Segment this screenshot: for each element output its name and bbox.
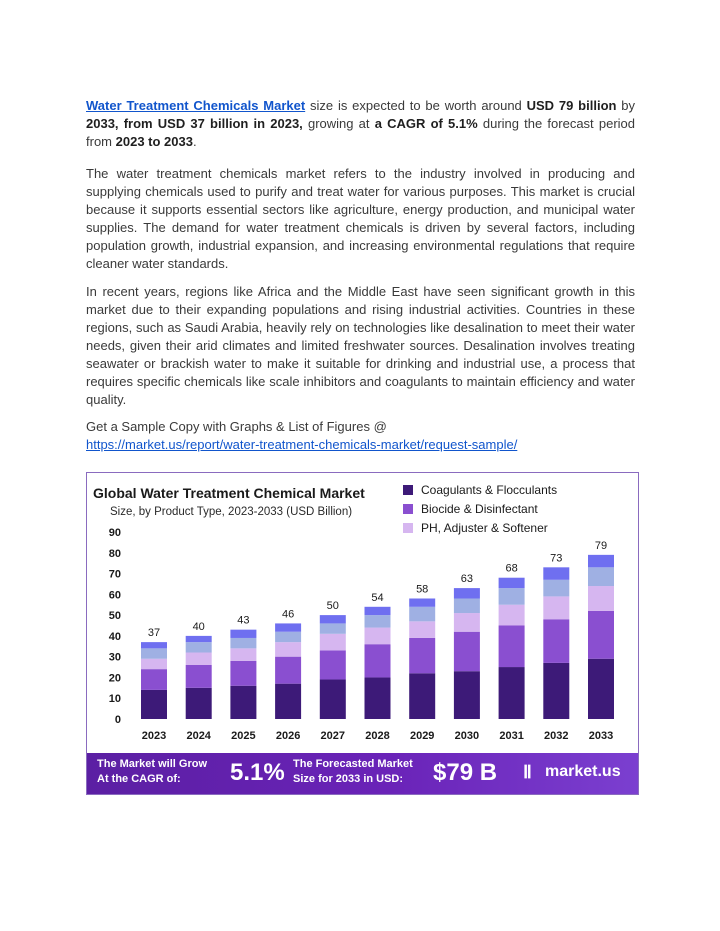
bar-segment: [409, 638, 435, 673]
bar-segment: [543, 596, 569, 619]
intro-paragraph: [86, 97, 635, 151]
bar-segment: [141, 690, 167, 719]
legend-swatch: [403, 504, 413, 514]
bar-segment: [141, 642, 167, 648]
bar-segment: [186, 688, 212, 719]
bar-segment: [230, 648, 256, 660]
bar-segment: [499, 588, 525, 605]
bar-total-label: 63: [460, 573, 474, 586]
bar-segment: [409, 673, 435, 719]
bar-segment: [141, 648, 167, 658]
bar-segment: [320, 623, 346, 633]
y-axis: [109, 527, 121, 726]
sample-link[interactable]: https://market.us/report/water-treatment-chemicals-market/request-sample/: [86, 437, 518, 452]
y-tick-label: 50: [108, 610, 121, 623]
bar-total-label: 73: [550, 552, 563, 565]
intro-text-2: by: [616, 98, 636, 113]
legend-swatch: [403, 485, 413, 495]
summary-banner: [87, 753, 638, 794]
brand-logo-icon: Ⅱ: [523, 762, 532, 782]
bar-segment: [499, 667, 525, 719]
grow-line-2: At the CAGR of:: [97, 773, 181, 785]
bar-segment: [543, 580, 569, 597]
chart-legend: [403, 483, 557, 535]
stacked-bar-chart: [87, 473, 638, 753]
sample-paragraph: [86, 418, 635, 454]
bar-segment: [141, 669, 167, 690]
forecast-value: $79 B: [433, 759, 498, 786]
y-tick-label: 0: [114, 714, 121, 726]
bar-segment: [454, 632, 480, 671]
bar-segment: [543, 567, 569, 579]
bar-segment: [365, 615, 391, 627]
x-tick-label: 2031: [499, 730, 524, 742]
bar-segment: [230, 661, 256, 686]
market-infographic: [86, 472, 639, 795]
bar-segment: [454, 598, 480, 613]
bar-segment: [141, 659, 167, 669]
y-tick-label: 60: [108, 589, 121, 602]
legend-label: Coagulants & Flocculants: [421, 483, 558, 497]
bar-segment: [320, 634, 346, 651]
bar-segment: [409, 607, 435, 622]
y-tick-label: 20: [108, 672, 121, 685]
bars: [141, 540, 614, 719]
bar-total-label: 46: [281, 608, 295, 621]
bar-segment: [499, 605, 525, 626]
intro-bold-2: 2033, from USD 37 billion in 2023,: [86, 116, 303, 131]
x-tick-label: 2024: [186, 730, 211, 742]
bar-segment: [275, 657, 301, 684]
forecast-line-1: The Forecasted Market: [293, 758, 413, 770]
intro-bold-1: USD 79 billion: [526, 98, 617, 113]
bar-segment: [365, 607, 391, 615]
bar-segment: [365, 644, 391, 677]
bar-total-label: 79: [594, 539, 608, 552]
bar-total-label: 37: [147, 627, 161, 640]
x-tick-label: 2023: [141, 730, 167, 742]
chart-title: Global Water Treatment Chemical Market: [93, 485, 365, 501]
bar-total-label: 54: [371, 591, 384, 604]
bar-segment: [275, 642, 301, 657]
intro-bold-3: a CAGR of 5.1%: [374, 116, 478, 131]
bar-segment: [365, 628, 391, 645]
bar-segment: [186, 653, 212, 665]
bar-segment: [230, 686, 256, 719]
bar-segment: [365, 677, 391, 719]
brand-name: market.us: [545, 763, 621, 780]
market-link[interactable]: Water Treatment Chemicals Market: [86, 98, 306, 113]
bar-segment: [186, 642, 212, 652]
bar-segment: [588, 567, 614, 586]
bar-segment: [186, 636, 212, 642]
bar-segment: [543, 663, 569, 719]
bar-segment: [454, 613, 480, 632]
bar-segment: [230, 638, 256, 648]
sample-text: Get a Sample Copy with Graphs & List of Figures @: [86, 419, 387, 434]
x-tick-label: 2028: [365, 730, 390, 742]
y-tick-label: 80: [108, 547, 121, 560]
bar-total-label: 58: [416, 583, 429, 596]
intro-text-3: growing at: [302, 116, 375, 131]
bar-segment: [409, 598, 435, 606]
x-tick-label: 2032: [544, 730, 569, 742]
intro-text-4: during the forecast period from: [86, 116, 635, 149]
bar-segment: [588, 659, 614, 719]
bar-total-label: 40: [192, 620, 205, 633]
bar-total-label: 68: [505, 562, 518, 575]
definition-paragraph: The water treatment chemicals market refers to the industry involved in producing and supplying chemicals used to purify and treat water for various purposes. This market is crucial because it supports essential sectors like agriculture, energy production, and municipal water supplies. The demand for water treatment chemicals is driven by several factors, including population growth, industrial expansion, and increasing environmental regulations that require cleaner water standards.: [86, 166, 635, 271]
bar-segment: [320, 680, 346, 719]
cagr-value: 5.1%: [230, 759, 285, 786]
bar-total-label: 50: [326, 600, 339, 613]
legend-label: Biocide & Disinfectant: [421, 502, 538, 516]
x-tick-label: 2033: [588, 730, 614, 742]
grow-line-1: The Market will Grow: [97, 758, 208, 770]
bar-segment: [588, 586, 614, 611]
intro-bold-4: 2023 to 2033: [115, 134, 193, 149]
intro-text-1: size is expected to be worth around: [305, 98, 527, 113]
bar-segment: [409, 621, 435, 638]
bar-segment: [320, 615, 346, 623]
bar-segment: [499, 578, 525, 588]
bar-segment: [588, 611, 614, 659]
forecast-line-2: Size for 2033 in USD:: [293, 773, 404, 785]
legend-swatch: [403, 523, 413, 533]
bar-total-label: 43: [237, 614, 250, 627]
bar-segment: [454, 671, 480, 719]
bar-segment: [320, 650, 346, 679]
intro-text-5: .: [192, 134, 197, 149]
bar-segment: [543, 619, 569, 663]
bar-segment: [230, 630, 256, 638]
y-tick-label: 10: [108, 693, 121, 706]
x-axis: [142, 730, 613, 742]
regional-paragraph: In recent years, regions like Africa and the Middle East have seen significant growth in this market due to their expanding populations and rising industrial activities. Countries in these regions, such as Saudi Arabia, heavily rely on technologies like desalination to meet their water needs, given their arid climates and limited freshwater sources. Desalination involves treating seawater or brackish water to make it suitable for drinking and industrial use, a process that requires specific chemicals like scale inhibitors and coagulants to maintain efficiency and water quality.: [86, 284, 635, 407]
bar-segment: [186, 665, 212, 688]
x-tick-label: 2030: [454, 730, 480, 742]
y-tick-label: 70: [108, 568, 121, 581]
bar-segment: [454, 588, 480, 598]
legend-label: PH, Adjuster & Softener: [421, 521, 548, 535]
x-tick-label: 2029: [409, 730, 435, 742]
y-tick-label: 40: [108, 630, 121, 643]
y-tick-label: 90: [108, 527, 121, 539]
x-tick-label: 2026: [275, 730, 301, 742]
chart-subtitle: Size, by Product Type, 2023-2033 (USD Billion): [110, 506, 353, 518]
x-tick-label: 2025: [231, 730, 256, 742]
bar-segment: [588, 555, 614, 567]
bar-segment: [275, 684, 301, 719]
bar-segment: [275, 623, 301, 631]
y-tick-label: 30: [108, 651, 121, 664]
bar-segment: [275, 632, 301, 642]
bar-segment: [499, 626, 525, 668]
x-tick-label: 2027: [320, 730, 346, 742]
